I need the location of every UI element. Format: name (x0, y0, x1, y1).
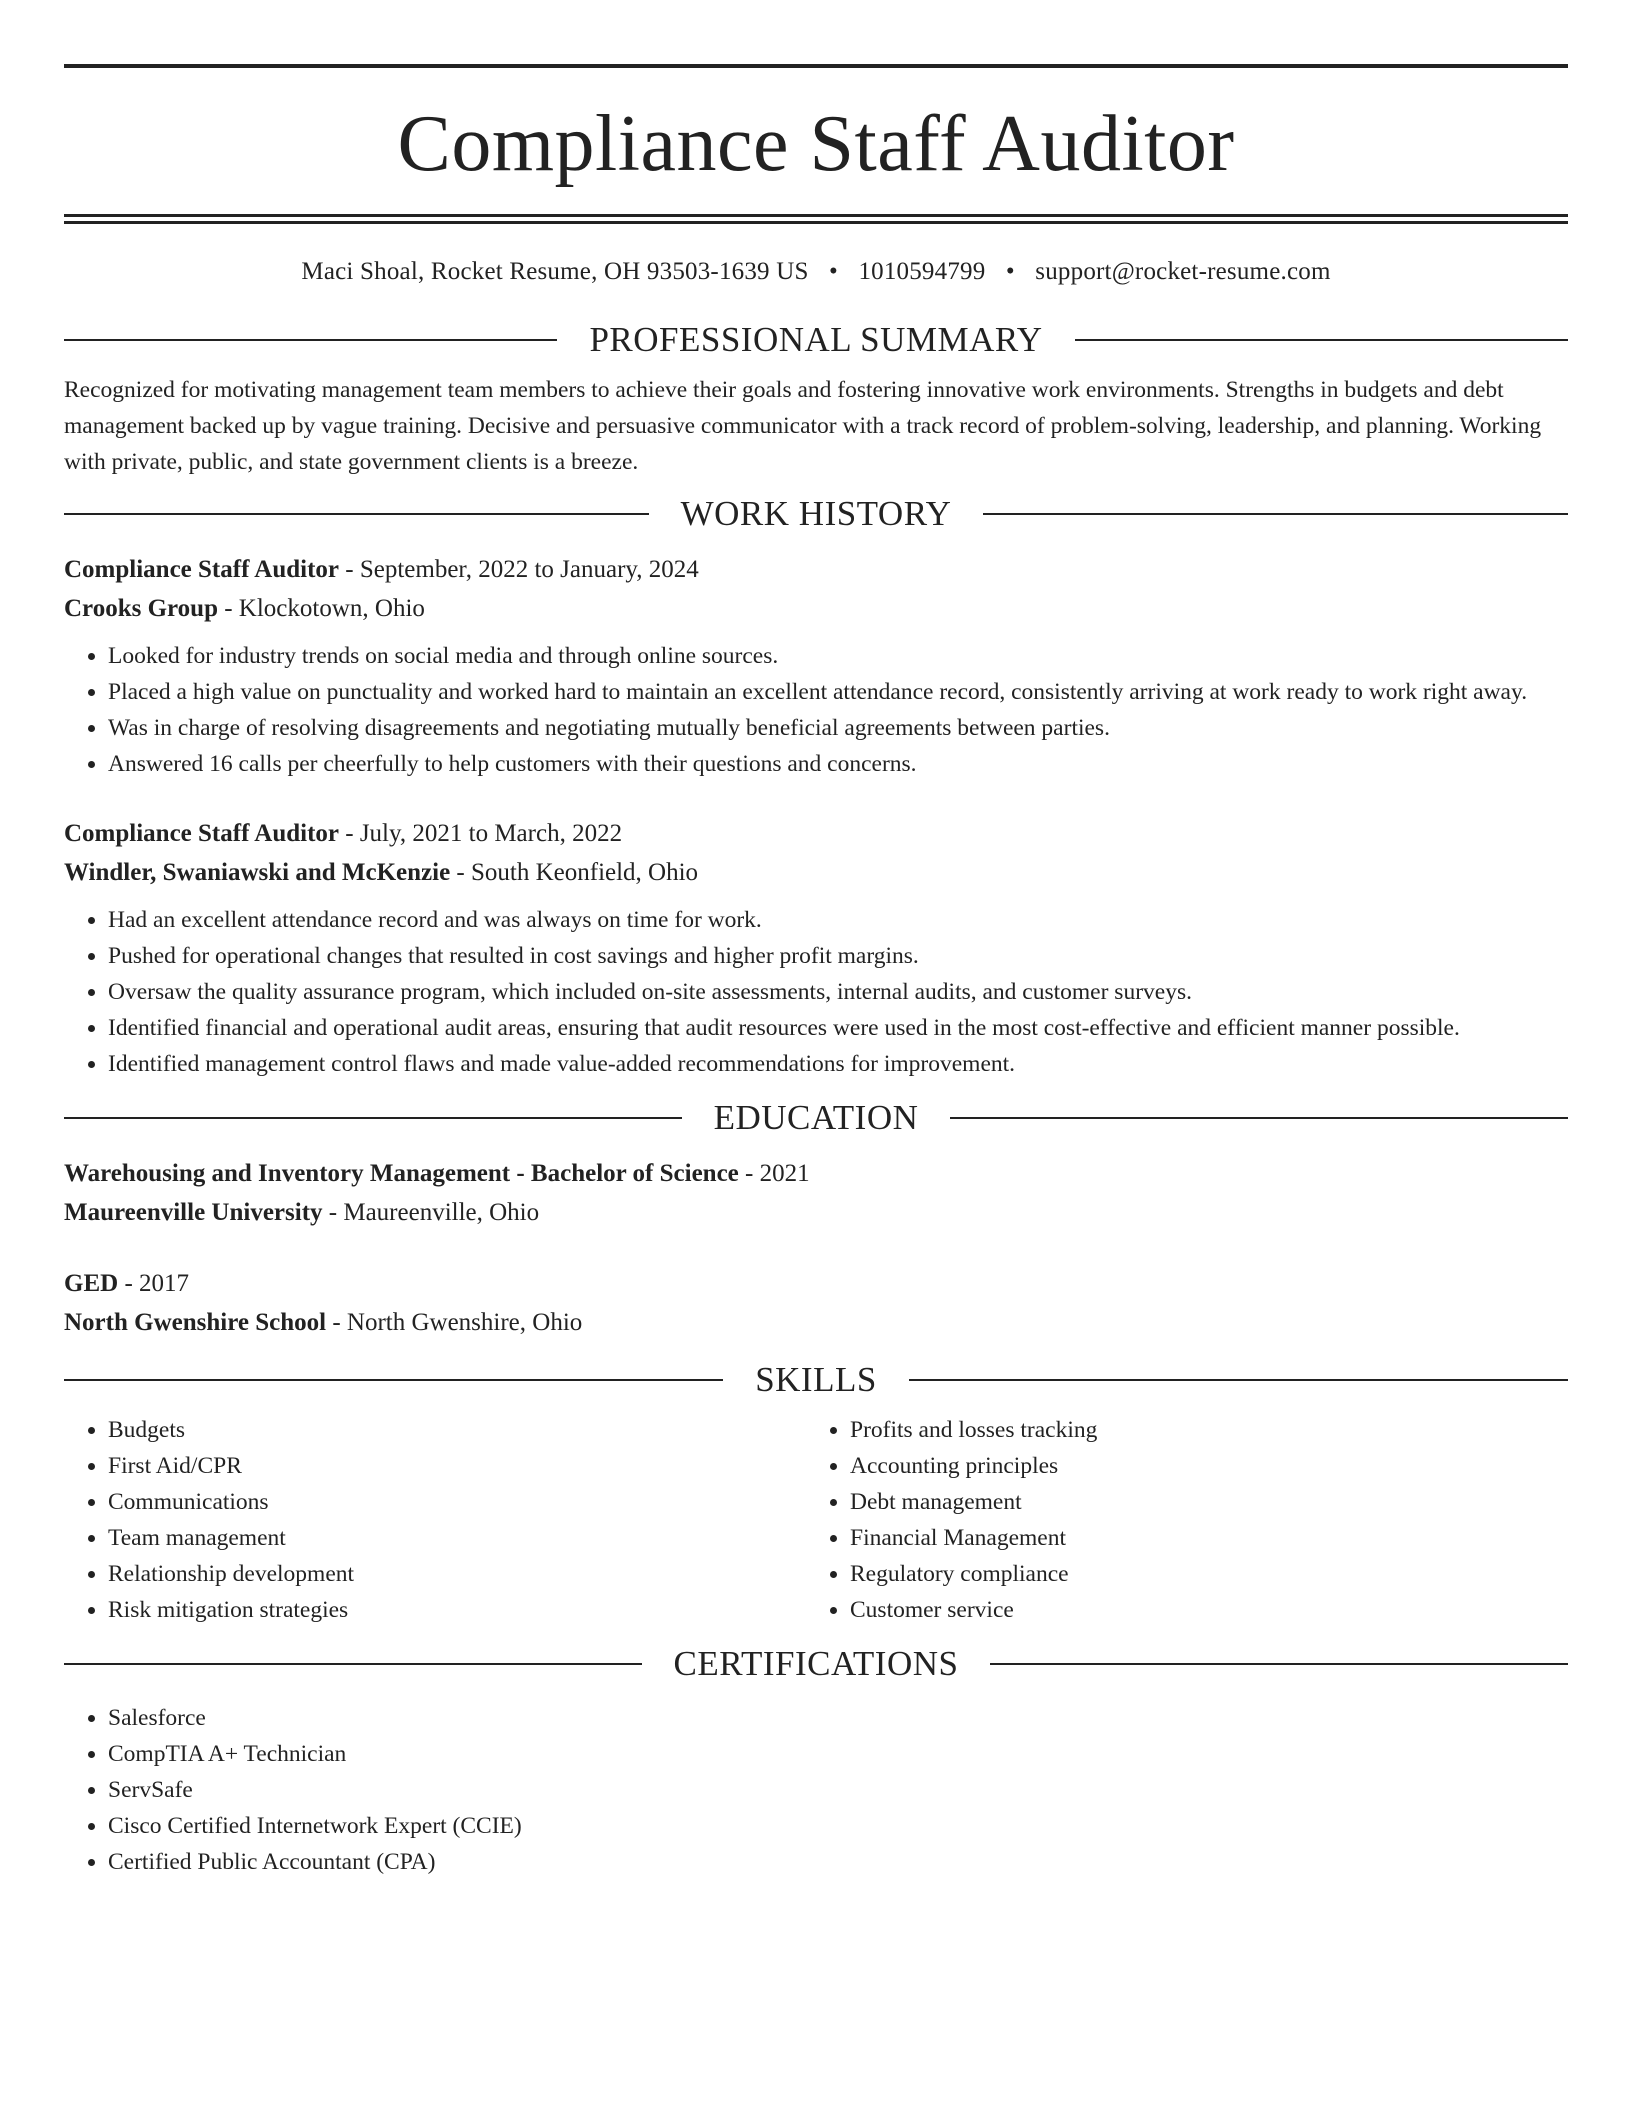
section-title: WORK HISTORY (680, 494, 952, 533)
list-item: • Placed a high value on punctuality and worked hard to maintain an excellent attendance record, consistently arriving at work ready to work right away. (108, 674, 1568, 710)
job-title-line (64, 550, 1568, 589)
list-item: • Regulatory compliance (850, 1556, 1548, 1592)
education-degree: Warehousing and Inventory Management - Bachelor of Science (64, 1160, 739, 1187)
heading-rule (990, 1663, 1568, 1665)
skills-grid (64, 1412, 1568, 1628)
job-entry (64, 550, 1568, 782)
heading-rule (64, 1379, 723, 1381)
heading-rule (983, 513, 1568, 515)
education-location: - North Gwenshire, Ohio (326, 1309, 583, 1336)
section-heading-certifications (64, 1642, 1568, 1686)
certifications-list (64, 1700, 1568, 1880)
contact-address: Maci Shoal, Rocket Resume, OH 93503-1639 US (301, 258, 809, 285)
list-item: • Cisco Certified Internetwork Expert (CCIE) (108, 1808, 1568, 1844)
education-school-line (64, 1303, 1568, 1342)
education-degree-line (64, 1264, 1568, 1303)
job-location: - Klockotown, Ohio (217, 595, 425, 622)
contact-phone: 1010594799 (858, 258, 986, 285)
job-entry (64, 814, 1568, 1082)
contact-separator: • (829, 258, 838, 285)
top-rule (64, 64, 1568, 68)
list-item: • Financial Management (850, 1520, 1548, 1556)
section-title: PROFESSIONAL SUMMARY (589, 320, 1043, 359)
list-item: • Debt management (850, 1484, 1548, 1520)
list-item: • Salesforce (108, 1700, 1568, 1736)
job-company: Windler, Swaniawski and McKenzie (64, 859, 451, 886)
job-company-line (64, 853, 1568, 892)
job-bullets (64, 638, 1568, 782)
job-location: - South Keonfield, Ohio (450, 859, 699, 886)
section-heading-skills (64, 1358, 1568, 1402)
heading-rule (64, 1117, 682, 1119)
education-school-line (64, 1193, 1568, 1232)
list-item: • First Aid/CPR (108, 1448, 806, 1484)
heading-rule (1075, 339, 1568, 341)
education-degree: GED (64, 1270, 119, 1297)
list-item: • Accounting principles (850, 1448, 1548, 1484)
list-item: • ServSafe (108, 1772, 1568, 1808)
list-item: • Profits and losses tracking (850, 1412, 1548, 1448)
education-degree-line (64, 1154, 1568, 1193)
list-item: • Looked for industry trends on social media and through online sources. (108, 638, 1568, 674)
job-title-line (64, 814, 1568, 853)
list-item: • Team management (108, 1520, 806, 1556)
education-school: Maureenville University (64, 1199, 323, 1226)
title-double-rule (64, 214, 1568, 224)
list-item: • Answered 16 calls per cheerfully to help customers with their questions and concerns. (108, 746, 1568, 782)
job-title: Compliance Staff Auditor (64, 820, 339, 847)
education-year: - 2021 (738, 1160, 810, 1187)
resume-page (64, 64, 1568, 1880)
section-title: EDUCATION (713, 1098, 919, 1137)
job-dates: - July, 2021 to March, 2022 (339, 820, 623, 847)
contact-email: support@rocket-resume.com (1035, 258, 1331, 285)
job-bullets (64, 902, 1568, 1082)
section-heading-work-history (64, 492, 1568, 536)
section-heading-summary (64, 318, 1568, 362)
education-entry (64, 1264, 1568, 1342)
education-entry (64, 1154, 1568, 1232)
list-item: • Customer service (850, 1592, 1548, 1628)
list-item: • Was in charge of resolving disagreements and negotiating mutually beneficial agreements between parties. (108, 710, 1568, 746)
job-title: Compliance Staff Auditor (64, 556, 339, 583)
list-item: • Relationship development (108, 1556, 806, 1592)
job-company-line (64, 589, 1568, 628)
contact-line (64, 254, 1568, 290)
list-item: • Oversaw the quality assurance program, which included on-site assessments, internal audits, and customer surveys. (108, 974, 1568, 1010)
list-item: • Budgets (108, 1412, 806, 1448)
contact-separator: • (1005, 258, 1015, 285)
summary-text: Recognized for motivating management team members to achieve their goals and fostering innovative work environments. Strengths in budgets and debt management backed up by vague training. Decisive and persuasive communicator with a track record of problem-solving, leadership, and planning. Working with private, public, and state government clients is a breeze. (64, 377, 1542, 475)
list-item: • CompTIA A+ Technician (108, 1736, 1568, 1772)
resume-title: Compliance Staff Auditor (397, 100, 1235, 188)
education-school: North Gwenshire School (64, 1309, 327, 1336)
heading-rule (64, 1663, 642, 1665)
job-company: Crooks Group (64, 595, 218, 622)
heading-rule (909, 1379, 1568, 1381)
section-title: SKILLS (755, 1360, 877, 1399)
list-item: • Pushed for operational changes that resulted in cost savings and higher profit margins. (108, 938, 1568, 974)
list-item: • Identified financial and operational audit areas, ensuring that audit resources were used in the most cost-effective and efficient manner possible. (108, 1010, 1568, 1046)
skills-column-left (64, 1412, 806, 1628)
heading-rule (64, 513, 649, 515)
heading-rule (64, 339, 557, 341)
skills-column-right (806, 1412, 1548, 1628)
heading-rule (950, 1117, 1568, 1119)
list-item: • Risk mitigation strategies (108, 1592, 806, 1628)
education-year: - 2017 (118, 1270, 190, 1297)
job-dates: - September, 2022 to January, 2024 (339, 556, 699, 583)
section-title: CERTIFICATIONS (673, 1644, 959, 1683)
list-item: • Communications (108, 1484, 806, 1520)
section-heading-education (64, 1096, 1568, 1140)
education-location: - Maureenville, Ohio (322, 1199, 540, 1226)
list-item: • Certified Public Accountant (CPA) (108, 1844, 1568, 1880)
list-item: • Identified management control flaws and made value-added recommendations for improvement. (108, 1046, 1568, 1082)
list-item: • Had an excellent attendance record and was always on time for work. (108, 902, 1568, 938)
